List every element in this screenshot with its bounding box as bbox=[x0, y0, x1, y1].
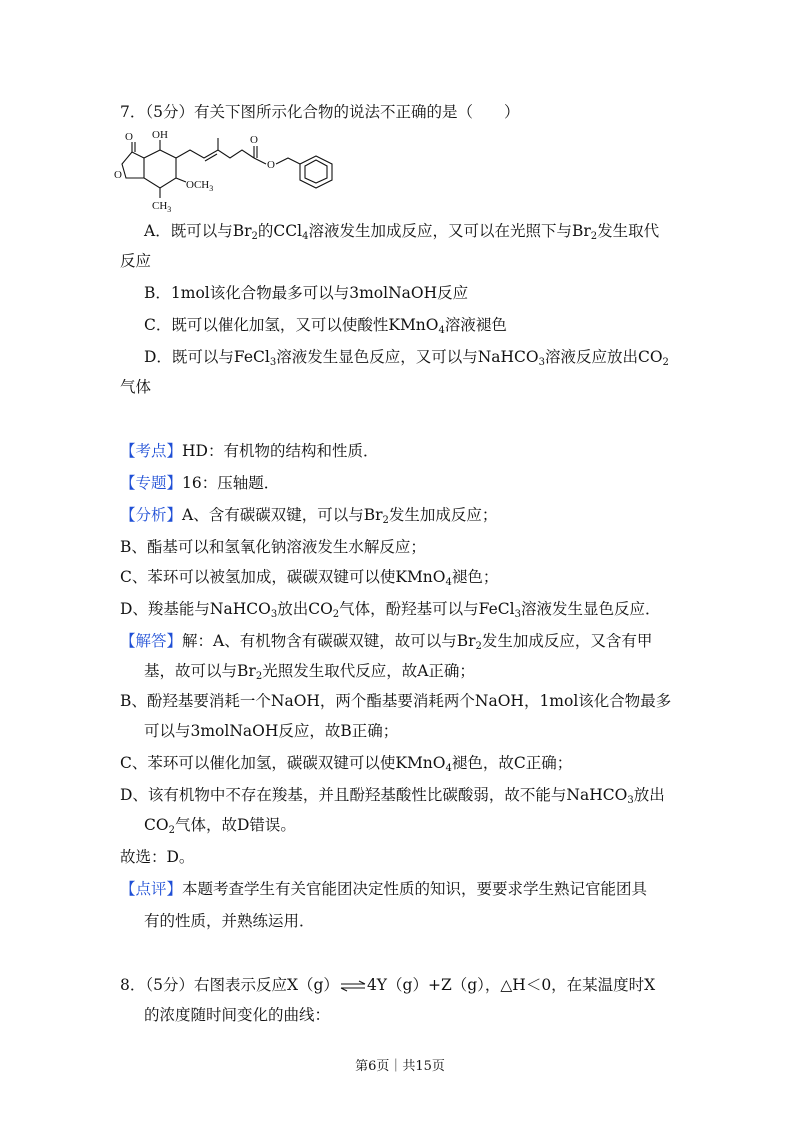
fenxi-a: 【分析】A、含有碳碳双键，可以与$Br_2$发生加成反应； bbox=[120, 506, 498, 526]
benzene-ring-core bbox=[144, 150, 176, 188]
jieda-c: C、苯环可以催化加氢，碳碳双键可以使KMnO$_4$褪色，故C正确； bbox=[120, 754, 573, 774]
q7-option-c: C．既可以催化加氢，又可以使酸性KMnO$_4$溶液褪色 bbox=[144, 316, 507, 336]
dianping-tag: 【点评】 bbox=[120, 880, 183, 898]
ch3-label: $CH_3$ bbox=[152, 200, 172, 214]
ester-o-label: O bbox=[267, 159, 275, 171]
dianping-line1: 【点评】本题考查学生有关官能团决定性质的知识，要要求学生熟记官能团具 bbox=[120, 880, 648, 898]
fenxi-d: D、羧基能与NaHCO$_3$放出$CO_2$气体，酚羟基可以与FeCl$_3$溶液发生显色反应． bbox=[120, 600, 661, 620]
jieda-a-line2: 基，故可以与$Br_2$光照发生取代反应，故A正确； bbox=[144, 662, 475, 682]
answer-choice: 故选：D。 bbox=[120, 848, 195, 866]
page-footer: 第6页｜共15页 bbox=[355, 1059, 445, 1074]
chemical-structure-diagram bbox=[112, 126, 372, 214]
fenxi-tag: 【分析】 bbox=[120, 506, 183, 524]
equilibrium-arrow-icon bbox=[339, 980, 367, 992]
oh-label: OH bbox=[152, 129, 168, 141]
q7-option-d-line2: 气体 bbox=[120, 378, 152, 396]
dianping-line2: 有的性质，并熟练运用． bbox=[144, 912, 315, 930]
ring-o-label: O bbox=[114, 169, 122, 181]
jieda-a-line1: 【解答】解：A、有机物含有碳碳双键，故可以与$Br_2$发生加成反应，又含有甲 bbox=[120, 632, 653, 652]
zhuanti: 【专题】16：压轴题． bbox=[120, 474, 280, 492]
zhuanti-tag: 【专题】 bbox=[120, 474, 183, 492]
fenxi-b: B、酯基可以和氢氧化钠溶液发生水解反应； bbox=[120, 538, 426, 556]
q7-option-b: B．1mol该化合物最多可以与3molNaOH反应 bbox=[144, 284, 469, 302]
jieda-b-line2: 可以与3molNaOH反应，故B正确； bbox=[144, 722, 399, 740]
q7-stem: 7．（5分）有关下图所示化合物的说法不正确的是（ ） bbox=[120, 103, 520, 121]
q7-option-a-line2: 反应 bbox=[120, 252, 152, 270]
jieda-tag: 【解答】 bbox=[120, 632, 183, 650]
jieda-d-line2: $CO_2$气体，故D错误。 bbox=[144, 816, 296, 836]
q7-option-a-line1: A．既可以与$Br_2$的CCl$_4$溶液发生加成反应，又可以在光照下与$Br_2$发生取代 bbox=[144, 222, 660, 242]
q8-line2: 的浓度随时间变化的曲线： bbox=[144, 1006, 331, 1024]
och3-label: $OCH_3$ bbox=[186, 179, 214, 193]
fenxi-c: C、苯环可以被氢加成，碳碳双键可以使KMnO$_4$褪色； bbox=[120, 568, 499, 588]
kaodian: 【考点】HD：有机物的结构和性质． bbox=[120, 442, 379, 460]
jieda-d-line1: D、该有机物中不存在羧基，并且酚羟基酸性比碳酸弱，故不能与NaHCO$_3$放出 bbox=[120, 786, 665, 806]
q8-line1: 8．（5分）右图表示反应X（g） 4Y（g）+Z（g），△H＜0，在某温度时X bbox=[120, 976, 656, 994]
jieda-b-line1: B、酚羟基要消耗一个NaOH，两个酯基要消耗两个NaOH，1mol该化合物最多 bbox=[120, 692, 672, 710]
carbonyl-o2-label: O bbox=[250, 134, 258, 146]
kaodian-tag: 【考点】 bbox=[120, 442, 183, 460]
carbonyl-o-label: O bbox=[125, 131, 133, 143]
q7-option-d-line1: D．既可以与FeCl$_3$溶液发生显色反应，又可以与NaHCO$_3$溶液反应放出$CO_2$ bbox=[144, 348, 669, 368]
